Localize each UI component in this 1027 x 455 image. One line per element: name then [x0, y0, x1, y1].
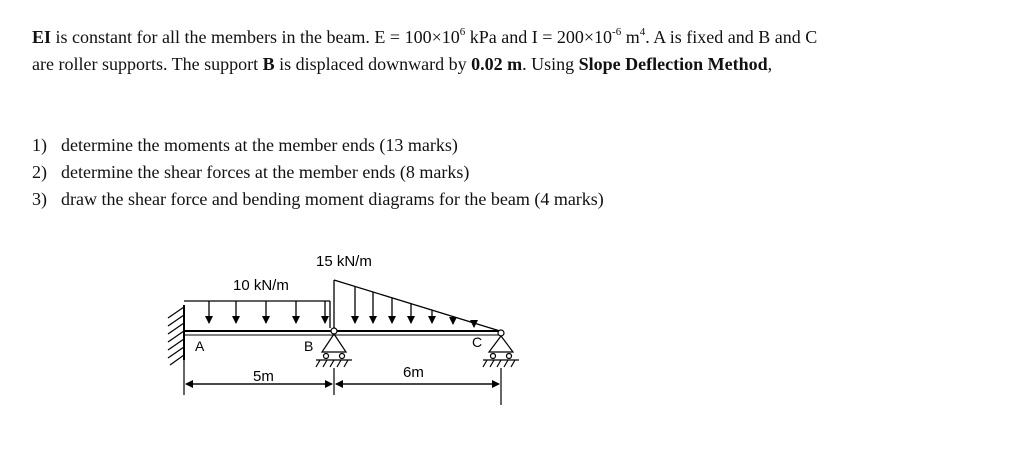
- task-text: draw the shear force and bending moment diagrams for the beam (4 marks): [61, 189, 604, 209]
- fixed-support-a: [168, 305, 184, 365]
- dimension-lines: [184, 360, 501, 405]
- problem-text-6: . Using: [522, 54, 579, 74]
- displacement-value: 0.02 m: [471, 54, 523, 74]
- problem-text-3: m: [621, 27, 640, 47]
- task-number: 2): [32, 162, 47, 182]
- problem-text-4: . A is fixed and B and C are roller supports. The support: [32, 27, 818, 74]
- problem-text-5: is displaced downward by: [274, 54, 472, 74]
- beam-member: [184, 331, 501, 335]
- triangular-load: [334, 280, 500, 331]
- task-text: determine the shear forces at the member ends (8 marks): [61, 162, 470, 182]
- roller-support-b: [316, 328, 352, 367]
- i-exponent: -6: [612, 26, 622, 38]
- span-ab-label: 5m: [253, 368, 274, 385]
- task-number: 3): [32, 189, 47, 209]
- triangular-load-label: 15 kN/m: [316, 253, 372, 270]
- ei-label: EI: [32, 27, 52, 47]
- e-exponent: 6: [459, 26, 466, 38]
- support-a-label: A: [195, 338, 205, 354]
- method-name: Slope Deflection Method: [578, 54, 768, 74]
- task-number: 1): [32, 135, 47, 155]
- m-exponent: 4: [639, 26, 646, 38]
- uniform-load: [184, 301, 330, 328]
- support-b-bold: B: [262, 54, 275, 74]
- problem-text-1: is constant for all the members in the beam. E = 100×10: [51, 27, 460, 47]
- span-bc-label: 6m: [403, 364, 424, 381]
- support-b-label: B: [304, 338, 314, 354]
- problem-text-7: ,: [767, 54, 773, 74]
- uniform-load-label: 10 kN/m: [233, 277, 289, 294]
- support-c-label: C: [472, 334, 483, 350]
- task-text: determine the moments at the member ends (13 marks): [61, 135, 458, 155]
- problem-text-2: kPa and I = 200×10: [465, 27, 613, 47]
- roller-support-c: [483, 330, 519, 367]
